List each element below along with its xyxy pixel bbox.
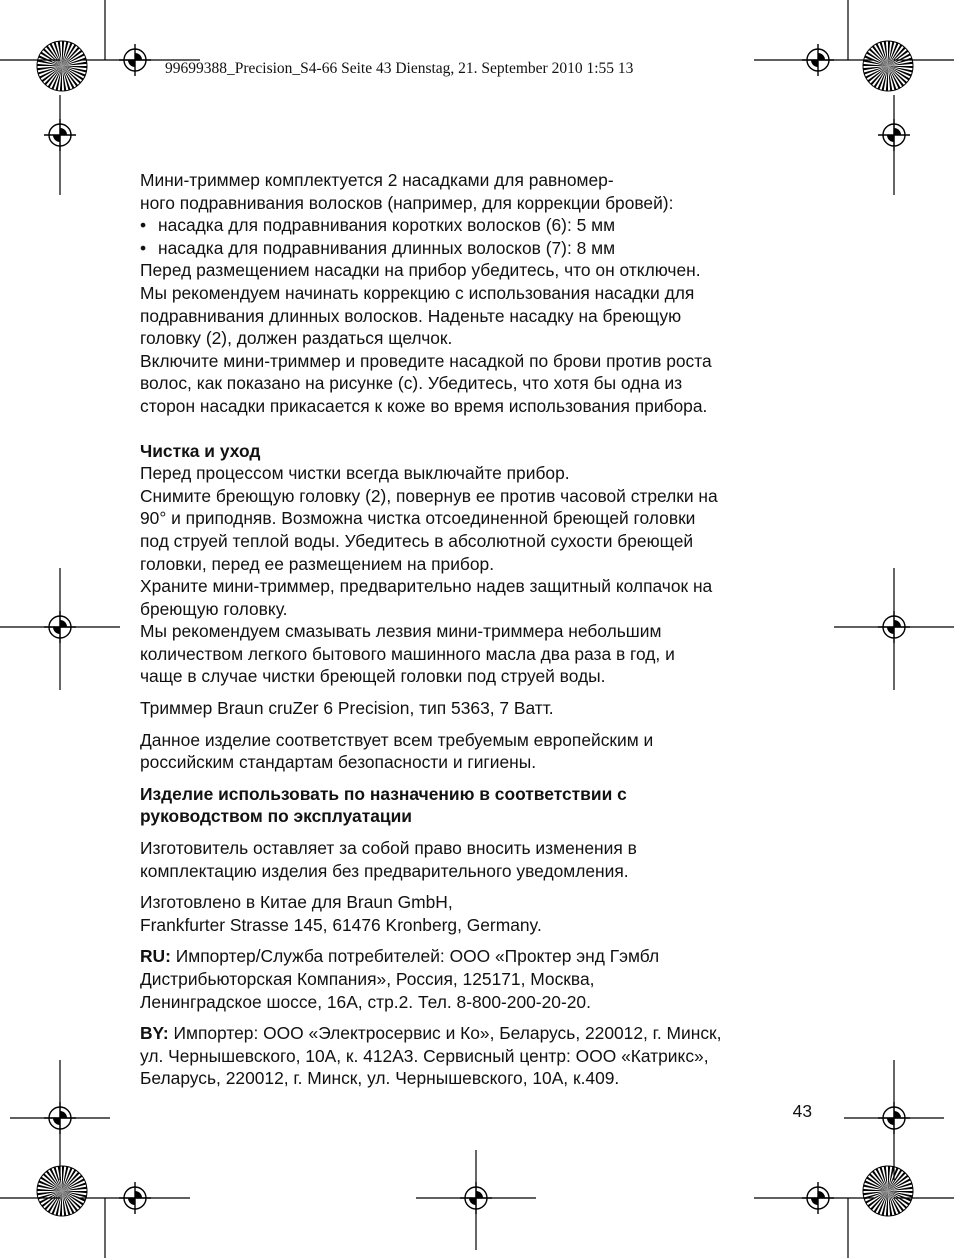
section-heading: Изделие использовать по назначению в соответствии с — [140, 783, 627, 804]
starburst-registration-icon — [37, 41, 87, 91]
text-line — [140, 945, 820, 968]
text-line — [140, 1022, 820, 1045]
spacer — [140, 936, 820, 945]
text-line: комплектацию изделия без предварительного уведомления. — [140, 860, 629, 881]
text-line: Изготовитель оставляет за собой право вносить изменения в — [140, 838, 637, 859]
file-header: 99699388_Precision_S4-66 Seite 43 Dienstag, 21. September 2010 1:55 13 — [165, 60, 634, 77]
section-heading: руководством по эксплуатации — [140, 806, 412, 827]
text-line: головки, перед ее размещением на прибор. — [140, 553, 495, 574]
spacer — [140, 1013, 820, 1022]
document-body — [140, 169, 820, 1090]
spacer — [140, 720, 820, 729]
bullet-icon: • — [140, 237, 147, 258]
crosshair-registration-icon — [802, 1182, 834, 1214]
section-importer-ru — [140, 945, 820, 1013]
text-line: Изготовлено в Китае для Braun GmbH, — [140, 892, 453, 913]
section-importer-by — [140, 1022, 820, 1090]
text-line: Дистрибьюторская Компания», Россия, 125171, Москва, — [140, 969, 595, 989]
spacer — [140, 882, 820, 891]
crosshair-registration-icon — [878, 1102, 910, 1134]
text-fragment: Импортер/Служба потребителей: ООО «Проктер энд Гэмбл — [170, 946, 660, 967]
text-line: Мини-триммер комплектуется 2 насадками для равномер- — [140, 170, 614, 190]
bullet-icon: • — [140, 215, 147, 236]
text-line: головку (2), должен раздаться щелчок. — [140, 328, 453, 349]
attachment-list — [140, 214, 820, 259]
section-care — [140, 440, 820, 689]
text-line: Frankfurter Strasse 145, 61476 Kronberg, Germany. — [140, 914, 542, 935]
text-line: Снимите бреющую головку (2), повернув ее против часовой стрелки на — [140, 485, 718, 506]
list-item — [140, 237, 820, 260]
text-line: Включите мини-триммер и проведите насадкой по брови против роста — [140, 350, 712, 371]
text-line: чаще в случае чистки бреющей головки под струей воды. — [140, 666, 606, 687]
starburst-registration-icon — [37, 1166, 87, 1216]
text-line: количеством легкого бытового машинного масла два раза в год, и — [140, 643, 675, 664]
spacer — [140, 774, 820, 783]
section-compliance — [140, 729, 820, 774]
crosshair-registration-icon — [878, 119, 910, 151]
text-line: ул. Чернышевского, 10А, к. 412А3. Сервисный центр: ООО «Катрикс», — [140, 1045, 709, 1066]
crosshair-registration-icon — [119, 1182, 151, 1214]
text-line: Данное изделие соответствует всем требуемым европейским и — [140, 729, 654, 750]
starburst-registration-icon — [863, 41, 913, 91]
text-line: Мы рекомендуем начинать коррекцию с использования насадки для — [140, 282, 695, 303]
text-line: ного подравнивания волосков (например, для коррекции бровей): — [140, 192, 674, 213]
text-line: российским стандартам безопасности и гигиены. — [140, 752, 537, 773]
list-item — [140, 214, 820, 237]
list-item-text: насадка для подравнивания длинных волосков (7): 8 мм — [158, 237, 616, 258]
section-attachments — [140, 169, 820, 418]
spacer — [140, 828, 820, 837]
crosshair-registration-icon — [44, 611, 76, 643]
text-line: под струей теплой воды. Убедитесь в абсолютной сухости бреющей — [140, 530, 694, 551]
text-line: Перед процессом чистки всегда выключайте прибор. — [140, 463, 570, 484]
crosshair-registration-icon — [119, 44, 151, 76]
crosshair-registration-icon — [878, 611, 910, 643]
text-line: Мы рекомендуем смазывать лезвия мини-триммера небольшим — [140, 621, 662, 642]
crosshair-registration-icon — [44, 1102, 76, 1134]
spacer — [140, 688, 820, 697]
section-manufacturer — [140, 891, 820, 936]
starburst-registration-icon — [863, 1166, 913, 1216]
crosshair-registration-icon — [44, 119, 76, 151]
spacer — [140, 418, 820, 440]
text-line: Ленинградское шоссе, 16А, стр.2. Тел. 8-800-200-20-20. — [140, 991, 591, 1012]
text-line: волос, как показано на рисунке (c). Убедитесь, что хотя бы одна из — [140, 373, 683, 394]
list-item-text: насадка для подравнивания коротких волосков (6): 5 мм — [158, 215, 616, 236]
crosshair-registration-icon — [802, 44, 834, 76]
country-code-label: RU: — [140, 946, 171, 967]
text-line: 90° и приподняв. Возможна чистка отсоединенной бреющей головки — [140, 508, 696, 529]
section-usage — [140, 783, 820, 828]
text-line: бреющую головку. — [140, 598, 288, 619]
text-line: сторон насадки прикасается к коже во время использования прибора. — [140, 395, 708, 416]
section-heading: Чистка и уход — [140, 440, 261, 461]
spec-line: Триммер Braun cruZer 6 Precision, тип 5363, 7 Ватт. — [140, 698, 554, 719]
text-line: Беларусь, 220012, г. Минск, ул. Чернышевского, 10А, к.409. — [140, 1068, 620, 1089]
page-number: 43 — [792, 1101, 812, 1121]
text-line: Перед размещением насадки на прибор убедитесь, что он отключен. — [140, 260, 701, 281]
crosshair-registration-icon — [460, 1182, 492, 1214]
section-rights — [140, 837, 820, 882]
country-code-label: BY: — [140, 1023, 169, 1044]
text-line: Храните мини-триммер, предварительно надев защитный колпачок на — [140, 576, 713, 597]
text-line: подравнивания длинных волосков. Наденьте насадку на бреющую — [140, 305, 682, 326]
text-fragment: Импортер: ООО «Электросервис и Ко», Беларусь, 220012, г. Минск, — [168, 1023, 722, 1044]
